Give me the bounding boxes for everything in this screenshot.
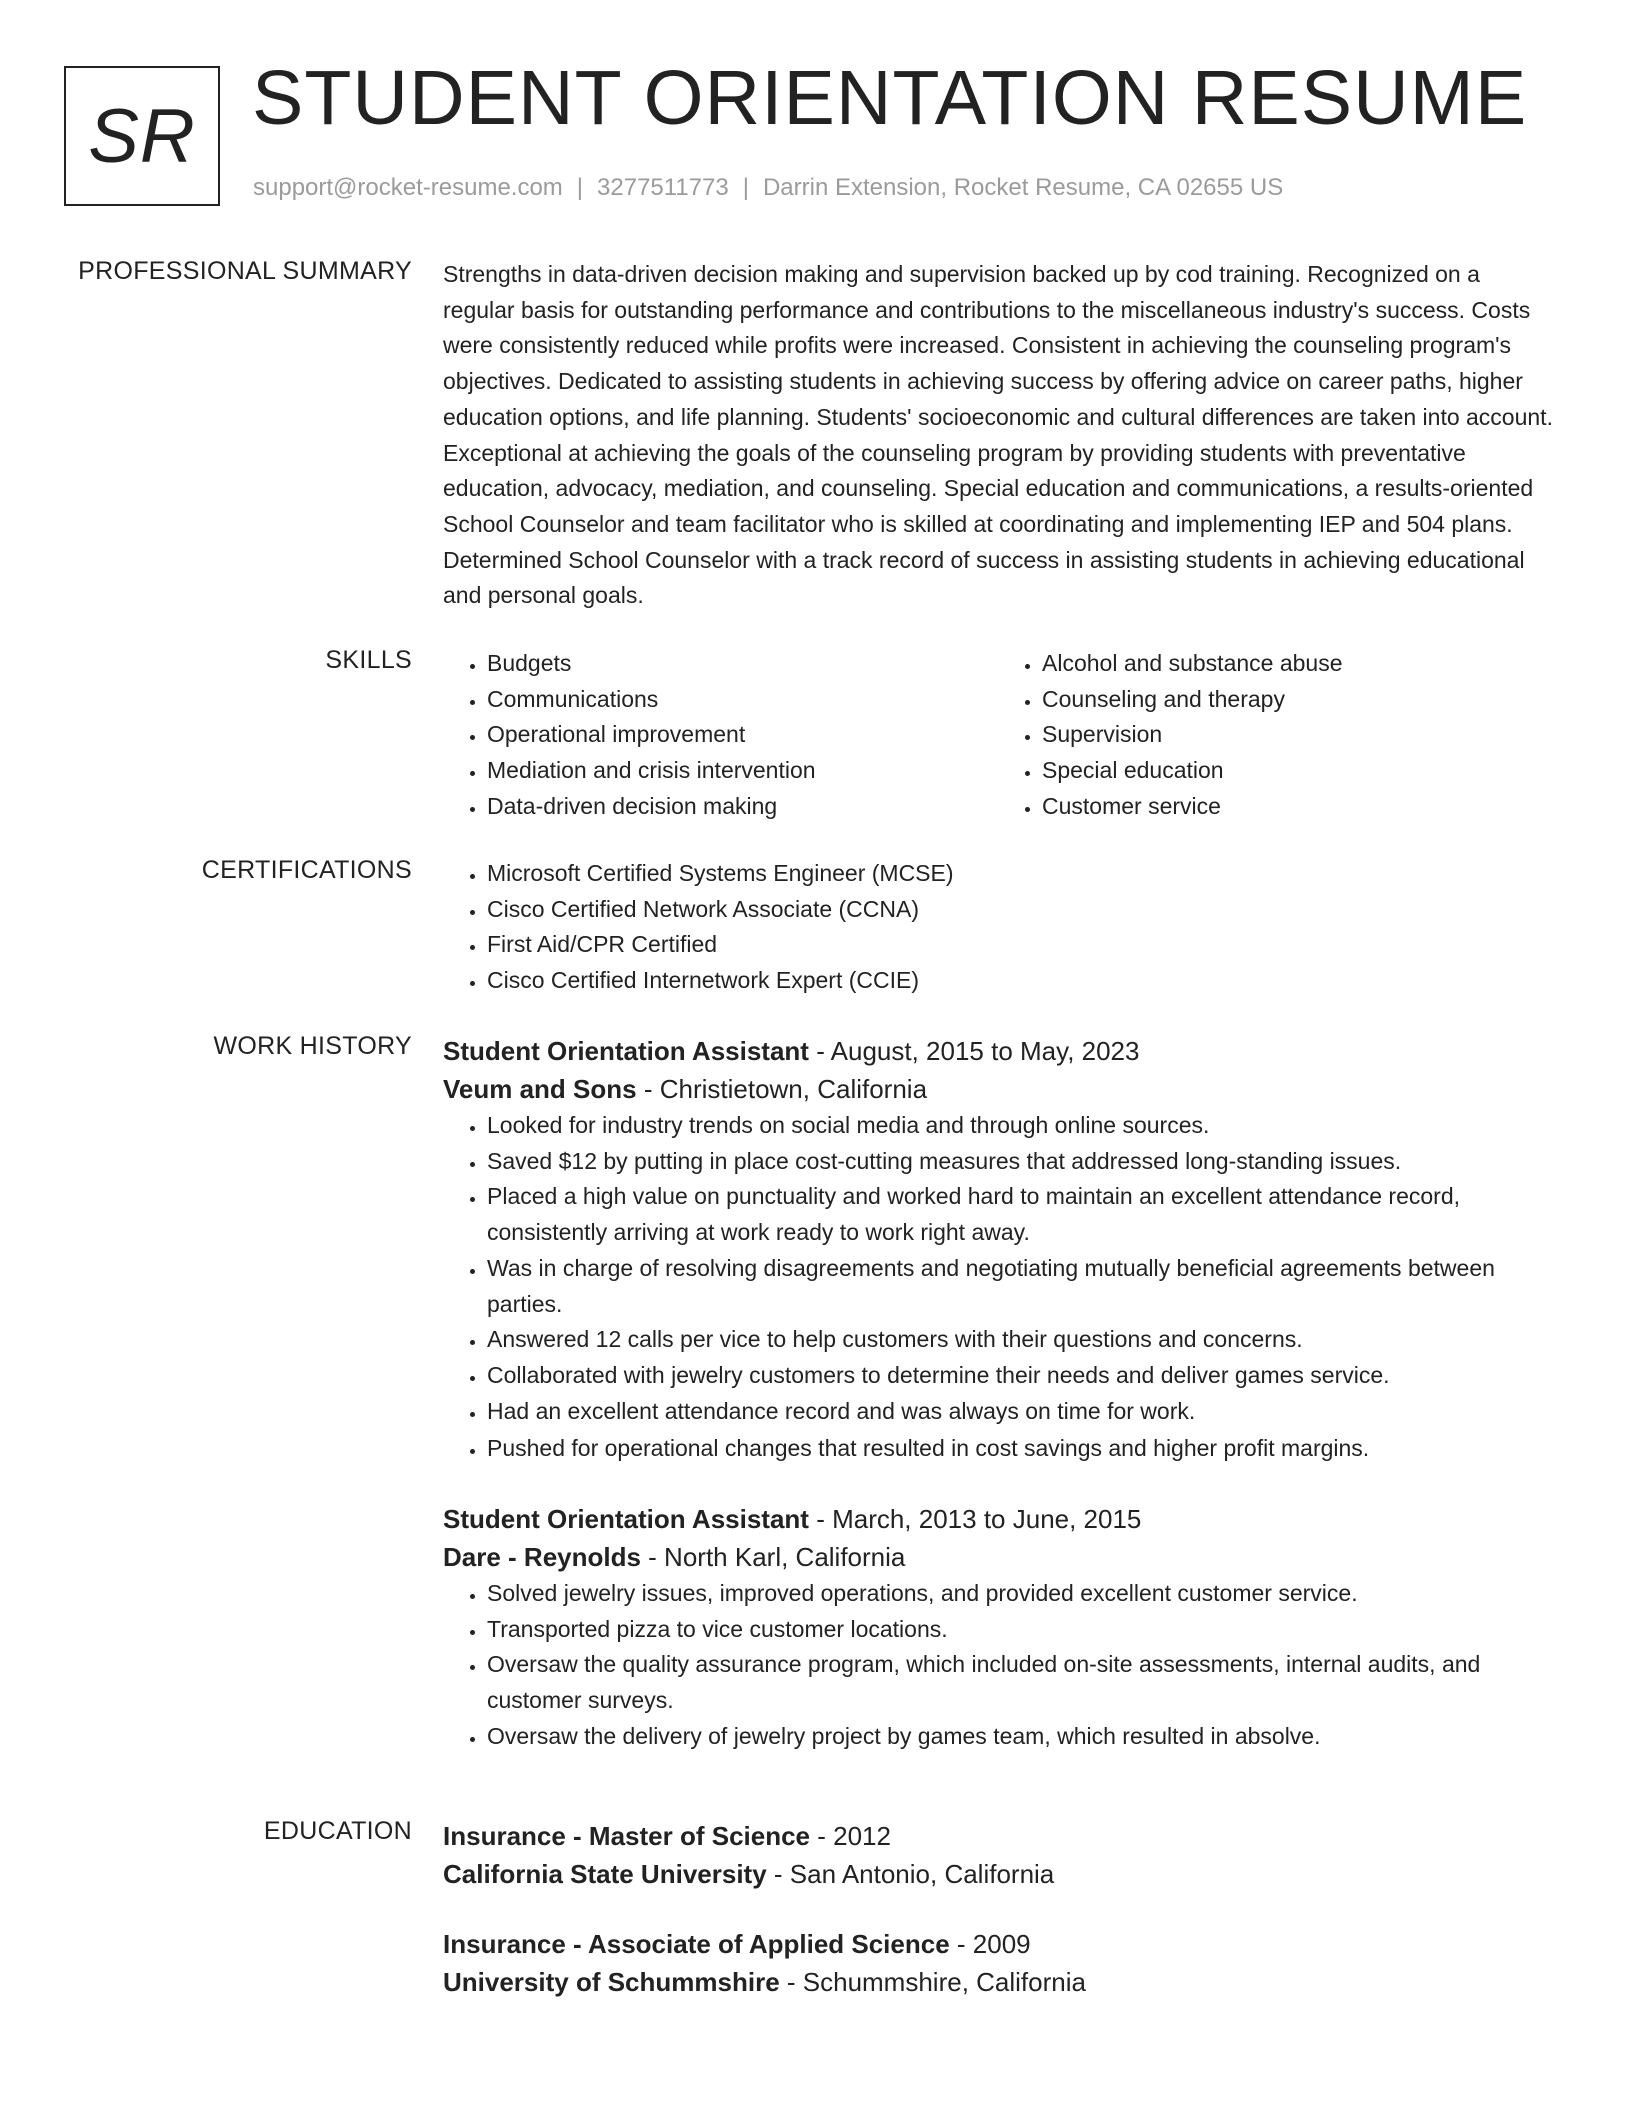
education-degree: Insurance - Master of Science [443, 1821, 811, 1851]
education-school: University of Schummshire [443, 1967, 780, 1997]
certification-item: • Cisco Certified Internetwork Expert (CCIE) [487, 963, 1553, 999]
skill-item: • Operational improvement [487, 717, 998, 753]
summary-body [443, 257, 1553, 614]
job-location: - Christietown, California [636, 1074, 928, 1104]
job-bullet: • Was in charge of resolving disagreements and negotiating mutually beneficial agreements between parties. [487, 1251, 1553, 1322]
job-entry [443, 1032, 1553, 1467]
job-entry [443, 1500, 1553, 1755]
job-title-line [443, 1500, 1553, 1538]
skill-item: • Special education [1042, 753, 1553, 789]
certifications-heading: CERTIFICATIONS [201, 856, 412, 884]
job-bullet: • Pushed for operational changes that resulted in cost savings and higher profit margins. [487, 1431, 1553, 1467]
education-year: - 2009 [949, 1929, 1031, 1959]
education-heading: EDUCATION [263, 1817, 412, 1845]
job-company-line [443, 1538, 1553, 1576]
skills-grid [443, 646, 1553, 825]
skills-heading: SKILLS [325, 646, 412, 674]
job-bullet: • Transported pizza to vice customer locations. [487, 1612, 1553, 1648]
job-company: Dare - Reynolds [443, 1542, 641, 1573]
education-entry [443, 1817, 1553, 1893]
job-dates: - August, 2015 to May, 2023 [808, 1036, 1140, 1066]
job-title: Student Orientation Assistant [443, 1036, 809, 1066]
education-degree-line [443, 1925, 1553, 1963]
certifications-body [443, 856, 1553, 999]
skill-item: • Data-driven decision making [487, 789, 998, 825]
contact-phone: 3277511773 [597, 174, 729, 201]
job-bullet: • Oversaw the delivery of jewelry project by games team, which resulted in absolve. [487, 1719, 1553, 1755]
contact-separator: | [742, 174, 749, 201]
education-location: - Schummshire, California [779, 1967, 1086, 1997]
job-bullet: • Placed a high value on punctuality and worked hard to maintain an excellent attendance record, consistently arriving at work ready to work right away. [487, 1179, 1553, 1250]
resume-title: STUDENT ORIENTATION RESUME [252, 55, 1528, 141]
education-location: - San Antonio, California [766, 1859, 1055, 1889]
monogram-logo: SR [64, 66, 220, 206]
contact-separator: | [576, 174, 584, 201]
education-school-line [443, 1855, 1553, 1893]
job-bullet: • Collaborated with jewelry customers to determine their needs and deliver games service. [487, 1358, 1553, 1394]
skill-item: • Customer service [1042, 789, 1553, 825]
job-bullet-list [443, 1108, 1553, 1467]
skills-list-left [443, 646, 998, 825]
job-bullet: • Saved $12 by putting in place cost-cutting measures that addressed long-standing issues. [487, 1144, 1553, 1180]
work-history-body [443, 1032, 1553, 1755]
skill-item: • Budgets [487, 646, 998, 682]
job-bullet: • Had an excellent attendance record and was always on time for work. [487, 1394, 1553, 1430]
education-year: - 2012 [810, 1821, 891, 1851]
job-company-line [443, 1070, 1553, 1108]
skill-item: • Alcohol and substance abuse [1042, 646, 1553, 682]
job-dates: - March, 2013 to June, 2015 [808, 1504, 1142, 1535]
skill-item: • Supervision [1042, 717, 1553, 753]
job-bullet-list [443, 1576, 1553, 1755]
education-entry [443, 1925, 1553, 2001]
education-school-line [443, 1963, 1553, 2001]
skill-item: • Mediation and crisis intervention [487, 753, 998, 789]
skills-list-right [998, 646, 1553, 825]
contact-address: Darrin Extension, Rocket Resume, CA 02655 US [762, 174, 1284, 201]
work-history-heading: WORK HISTORY [213, 1032, 412, 1060]
job-bullet: • Looked for industry trends on social media and through online sources. [487, 1108, 1553, 1144]
education-degree: Insurance - Associate of Applied Science [443, 1929, 950, 1959]
contact-email: support@rocket-resume.com [253, 174, 563, 201]
education-school: California State University [443, 1859, 767, 1889]
summary-heading: PROFESSIONAL SUMMARY [78, 257, 412, 285]
certification-item: • First Aid/CPR Certified [487, 927, 1553, 963]
job-bullet: • Solved jewelry issues, improved operations, and provided excellent customer service. [487, 1576, 1553, 1612]
job-title-line [443, 1032, 1553, 1070]
skill-item: • Counseling and therapy [1042, 682, 1553, 718]
education-body [443, 1817, 1553, 2001]
certification-item: • Cisco Certified Network Associate (CCNA) [487, 892, 1553, 928]
contact-line [253, 174, 1283, 202]
certification-item: • Microsoft Certified Systems Engineer (MCSE) [487, 856, 1553, 892]
summary-text: Strengths in data-driven decision making and supervision backed up by cod training. Recognized on a regular basis for outstanding performance and contributions to the miscellaneous industry's success. Costs were consistently reduced while profits were increased. Consistent in achieving the counseling program's objectives. Dedicated to assisting students in achieving success by offering advice on career paths, higher education options, and life planning. Students' socioeconomic and cultural differences are taken into account. Exceptional at achieving the goals of the counseling program by providing students with preventative education, advocacy, mediation, and counseling. Special education and communications, a results-oriented School Counselor and team facilitator who is skilled at coordinating and implementing IEP and 504 plans. Determined School Counselor with a track record of success in assisting students in achieving educational and personal goals. [443, 261, 1553, 609]
certifications-list [443, 856, 1553, 999]
job-title: Student Orientation Assistant [443, 1504, 809, 1535]
job-company: Veum and Sons [443, 1074, 637, 1104]
job-bullet: • Answered 12 calls per vice to help customers with their questions and concerns. [487, 1322, 1553, 1358]
skill-item: • Communications [487, 682, 998, 718]
job-bullet: • Oversaw the quality assurance program, which included on-site assessments, internal audits, and customer surveys. [487, 1647, 1553, 1718]
job-location: - North Karl, California [640, 1542, 906, 1573]
education-degree-line [443, 1817, 1553, 1855]
